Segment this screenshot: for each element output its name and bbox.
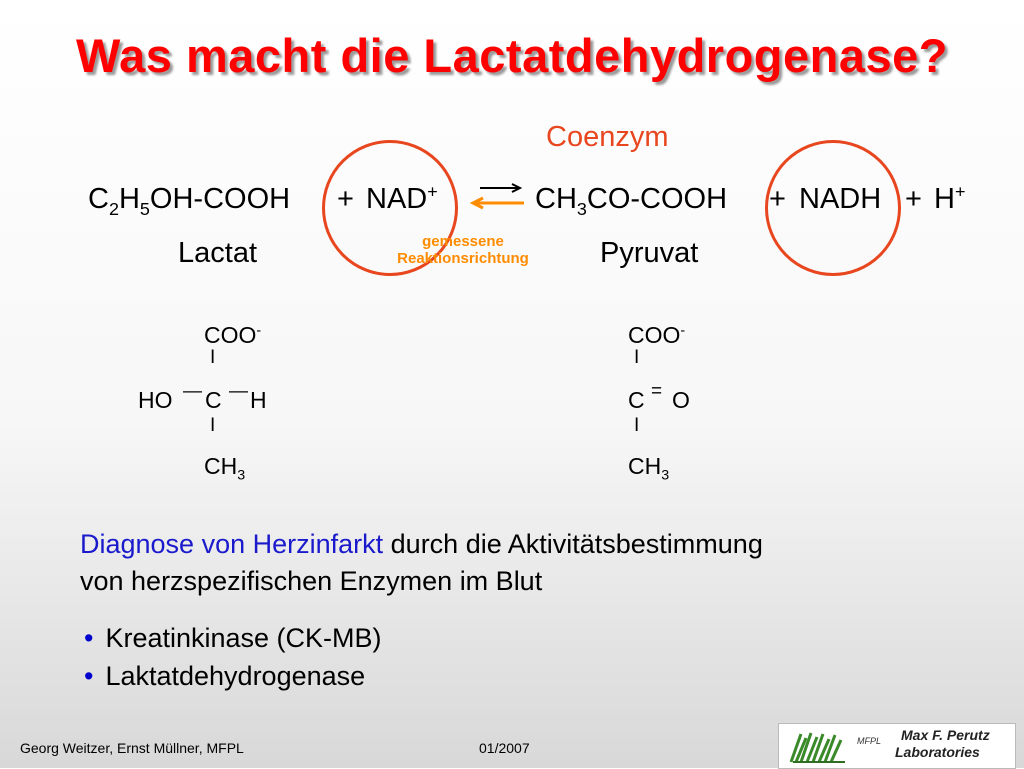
bullet-icon: • xyxy=(84,623,94,653)
carboxylate-group: COO- xyxy=(628,322,686,348)
logo-line-2: Laboratories xyxy=(895,744,980,760)
hydrogen-atom: H xyxy=(250,387,267,413)
hydroxyl-group: HO xyxy=(138,387,173,413)
pyruvate-name: Pyruvat xyxy=(600,237,699,269)
plus-sign: + xyxy=(905,183,922,215)
carboxylate-group: COO- xyxy=(204,322,262,348)
lactate-formula: $C_2H_5OH$-COOH xyxy=(88,183,291,219)
proton-formula: H+ xyxy=(934,181,966,215)
grass-logo-icon xyxy=(787,728,849,764)
plus-sign: + xyxy=(337,183,354,215)
carbonyl-carbon: C xyxy=(628,387,645,413)
central-carbon: C xyxy=(205,387,222,413)
diagnosis-highlight: Diagnose von Herzinfarkt xyxy=(80,529,384,559)
equilibrium-arrows-icon xyxy=(468,182,528,212)
bullet-icon: • xyxy=(84,661,94,691)
methyl-group: $CH_3$ xyxy=(204,453,246,484)
nad-formula: NAD+ xyxy=(366,181,438,215)
list-item: • Laktatdehydrogenase xyxy=(84,661,366,691)
vertical-bond: I xyxy=(634,347,640,368)
vertical-bond: I xyxy=(210,415,216,436)
vertical-bond: I xyxy=(210,347,216,368)
horizontal-bond: — xyxy=(229,381,248,402)
double-bond: = xyxy=(651,381,663,402)
list-item: • Kreatinkinase (CK-MB) xyxy=(84,623,382,653)
footer-authors: Georg Weitzer, Ernst Müllner, MFPL xyxy=(20,740,244,756)
diagnosis-line-2: von herzspezifischen Enzymen im Blut xyxy=(80,566,543,596)
slide-title: Was macht die Lactatdehydrogenase? xyxy=(76,29,948,82)
horizontal-bond: — xyxy=(183,381,202,402)
institute-logo xyxy=(778,723,1016,769)
logo-line-1: Max F. Perutz xyxy=(901,727,990,743)
methyl-group: $CH_3$ xyxy=(628,453,670,484)
footer-date: 01/2007 xyxy=(479,740,530,756)
vertical-bond: I xyxy=(634,415,640,436)
pyruvate-formula: $CH_3CO$-COOH xyxy=(535,183,728,219)
lactate-name: Lactat xyxy=(178,237,257,269)
coenzyme-label: Coenzym xyxy=(546,121,669,153)
logo-abbreviation: MFPL xyxy=(857,736,882,746)
reaction-direction-note: gemessene Reaktionsrichtung xyxy=(397,233,529,267)
diagnosis-line-1: Diagnose von Herzinfarkt durch die Aktivitätsbestimmung xyxy=(80,529,763,559)
nadh-formula: NADH xyxy=(799,183,882,215)
plus-sign: + xyxy=(769,183,786,215)
oxygen-atom: O xyxy=(672,387,690,413)
